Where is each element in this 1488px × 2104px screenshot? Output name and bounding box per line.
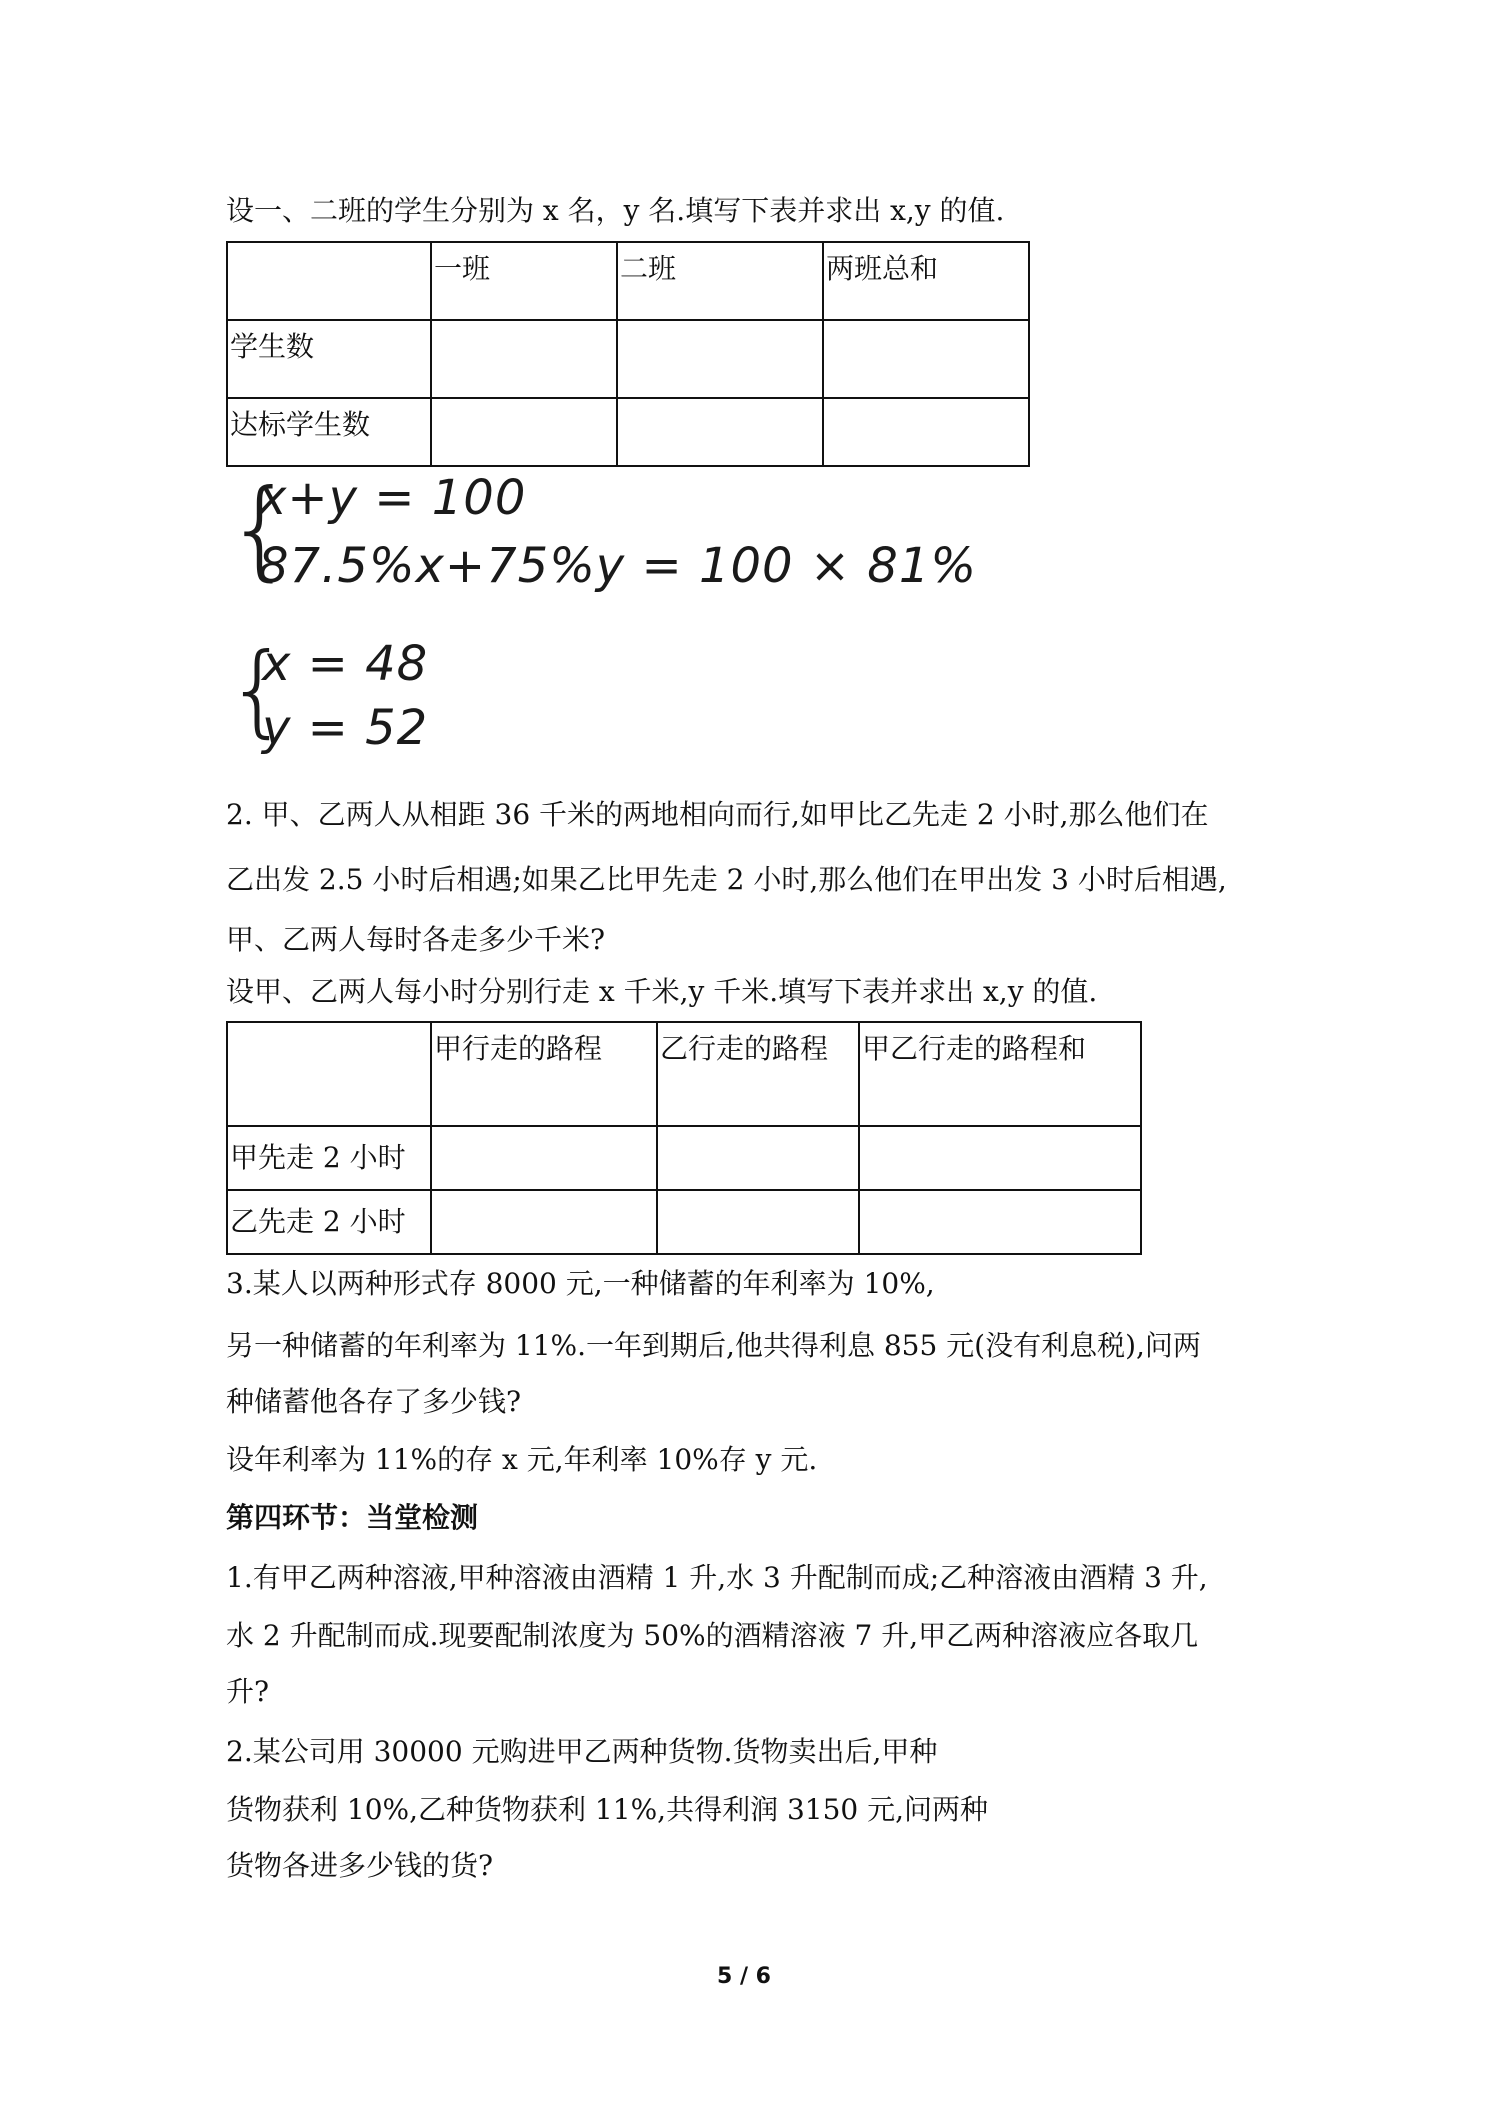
problem2-line1: 2. 甲、乙两人从相距 36 千米的两地相向而行,如甲比乙先走 2 小时,那么他们在 bbox=[226, 798, 1209, 831]
problem2-line3: 甲、乙两人每时各走多少千米? bbox=[226, 923, 606, 956]
table-header-cell: 二班 bbox=[617, 242, 823, 320]
equation-system-1 bbox=[226, 467, 977, 620]
equation-1: x+y = 100 bbox=[258, 470, 527, 526]
table-row bbox=[227, 320, 1029, 398]
table-header-cell: 甲行走的路程 bbox=[431, 1022, 657, 1126]
problem2-intro: 设甲、乙两人每小时分别行走 x 千米,y 千米.填写下表并求出 x,y 的值. bbox=[226, 975, 1098, 1008]
table-cell bbox=[431, 320, 617, 398]
table-row bbox=[227, 398, 1029, 466]
table-cell bbox=[617, 398, 823, 466]
table-cell bbox=[431, 398, 617, 466]
left-brace-icon: { bbox=[226, 631, 290, 748]
table-cell bbox=[617, 320, 823, 398]
table-cell bbox=[431, 1126, 657, 1190]
table-header-cell: 甲乙行走的路程和 bbox=[859, 1022, 1141, 1126]
table-row bbox=[227, 1126, 1141, 1190]
table-header-row bbox=[227, 242, 1029, 320]
table-header-cell: 乙行走的路程 bbox=[657, 1022, 859, 1126]
table-row-label: 达标学生数 bbox=[227, 398, 431, 466]
section1-intro: 设一、二班的学生分别为 x 名，y 名.填写下表并求出 x,y 的值. bbox=[226, 194, 1005, 227]
table-row-label: 甲先走 2 小时 bbox=[227, 1126, 431, 1190]
table-header-row bbox=[227, 1022, 1141, 1126]
table-header-cell bbox=[227, 242, 431, 320]
section4-q1-line2: 水 2 升配制而成.现要配制浓度为 50%的酒精溶液 7 升,甲乙两种溶液应各取几 bbox=[226, 1619, 1199, 1652]
table-cell bbox=[657, 1190, 859, 1254]
table-header-cell: 一班 bbox=[431, 242, 617, 320]
page-number: 5 / 6 bbox=[717, 1964, 771, 1989]
table-row bbox=[227, 1190, 1141, 1254]
problem3-line1: 3.某人以两种形式存 8000 元,一种储蓄的年利率为 10%, bbox=[226, 1267, 935, 1300]
table-cell bbox=[859, 1190, 1141, 1254]
table-header-cell bbox=[227, 1022, 431, 1126]
equation-2: 87.5%x+75%y = 100 × 81% bbox=[258, 538, 977, 594]
solution-system-1 bbox=[226, 631, 626, 766]
section4-heading: 第四环节：当堂检测 bbox=[226, 1501, 479, 1534]
section4-q1-line1: 1.有甲乙两种溶液,甲种溶液由酒精 1 升,水 3 升配制而成;乙种溶液由酒精 3 升, bbox=[226, 1561, 1208, 1594]
section4-q1-line3: 升? bbox=[226, 1675, 270, 1708]
section4-q2-line1: 2.某公司用 30000 元购进甲乙两种货物.货物卖出后,甲种 bbox=[226, 1735, 938, 1768]
table-header-cell: 两班总和 bbox=[823, 242, 1029, 320]
solution-y: y = 52 bbox=[262, 700, 429, 756]
table-cell bbox=[431, 1190, 657, 1254]
table-row-label: 学生数 bbox=[227, 320, 431, 398]
table-cell bbox=[859, 1126, 1141, 1190]
problem2-line2: 乙出发 2.5 小时后相遇;如果乙比甲先走 2 小时,那么他们在甲出发 3 小时后相遇, bbox=[226, 863, 1227, 896]
problem3-line4: 设年利率为 11%的存 x 元,年利率 10%存 y 元. bbox=[226, 1443, 818, 1476]
walking-distance-table bbox=[226, 1021, 1142, 1255]
section4-q2-line2: 货物获利 10%,乙种货物获利 11%,共得利润 3150 元,问两种 bbox=[226, 1793, 989, 1826]
solution-x: x = 48 bbox=[262, 636, 429, 692]
problem3-line3: 种储蓄他各存了多少钱? bbox=[226, 1385, 522, 1418]
table-cell bbox=[823, 398, 1029, 466]
problem3-line2: 另一种储蓄的年利率为 11%.一年到期后,他共得利息 855 元(没有利息税),问两 bbox=[226, 1329, 1201, 1362]
class-students-table bbox=[226, 241, 1030, 467]
table-row-label: 乙先走 2 小时 bbox=[227, 1190, 431, 1254]
left-brace-icon: { bbox=[226, 467, 295, 592]
table-cell bbox=[823, 320, 1029, 398]
section4-q2-line3: 货物各进多少钱的货? bbox=[226, 1849, 494, 1882]
table-cell bbox=[657, 1126, 859, 1190]
